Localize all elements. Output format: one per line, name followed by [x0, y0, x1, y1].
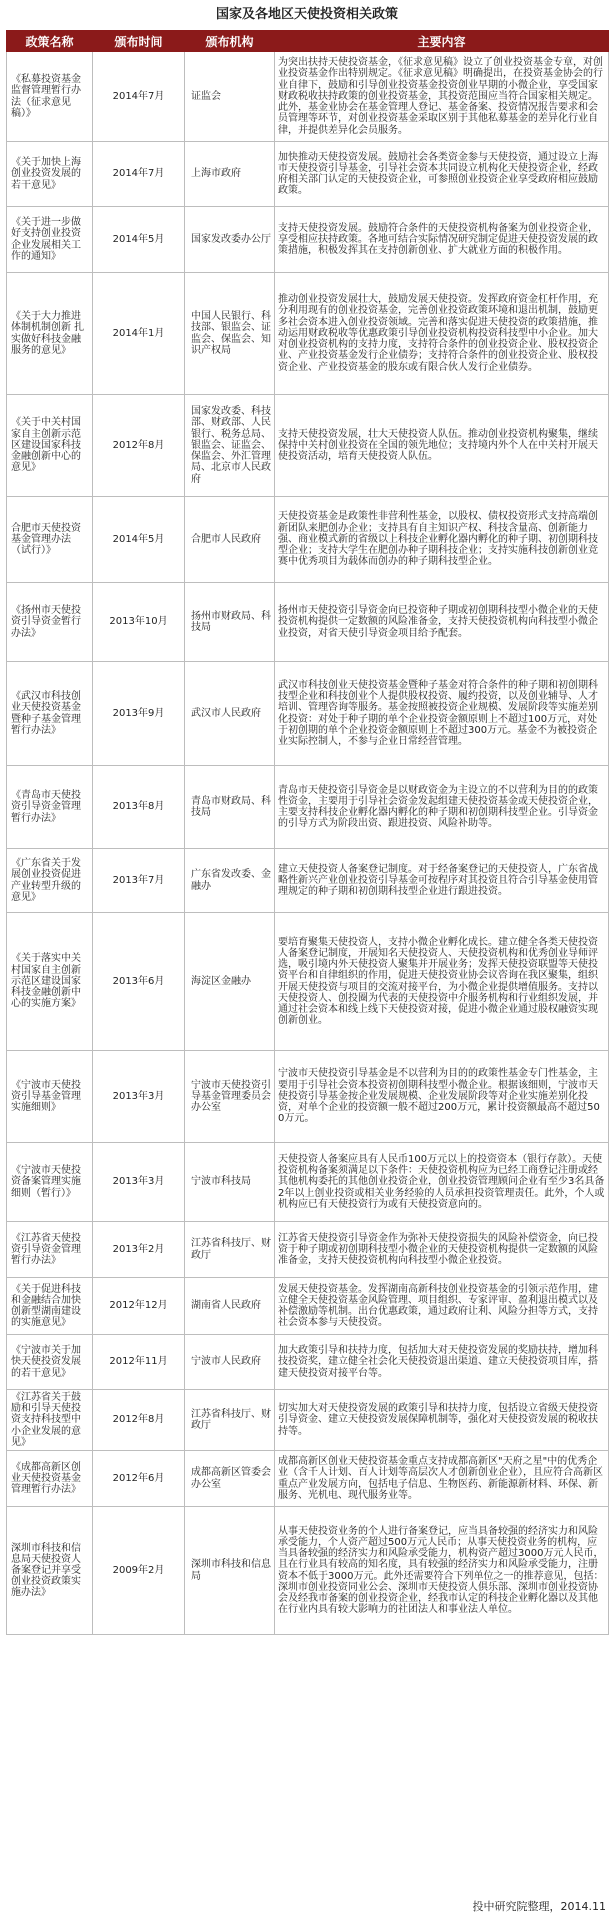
- table-row: [7, 766, 609, 849]
- main-content-cell: 加大政策引导和扶持力度，包括加大对天使投资发展的奖励扶持，增加科技投资奖，建立健全社会化天使投资退出渠道、建立天使投资项目库，搭建天使投资对接平台等。: [275, 1335, 609, 1390]
- policy-name-cell: 合肥市天使投资基金管理办法（试行）》: [7, 497, 93, 583]
- issuing-org-cell: 证监会: [185, 52, 275, 142]
- issue-date-cell: 2013年7月: [93, 849, 185, 913]
- policy-name-cell: 《宁波市天使投资引导基金管理实施细则》: [7, 1051, 93, 1143]
- main-content-cell: 发展天使投资基金。发挥湖南高新科技创业投资基金的引领示范作用，建立健全天使投资基金风险管理、项目组织、专家评审、盈利退出模式以及补偿激励等机制。出台优惠政策，通过政府让利、风险分担等方式，支持社会资本参与天使投资。: [275, 1278, 609, 1335]
- policy-name-cell: 《关于落实中关村国家自主创新示范区建设国家科技金融创新中心的实施方案》: [7, 913, 93, 1051]
- column-header-content: 主要内容: [275, 31, 609, 52]
- main-content-cell: 支持天使投资发展，壮大天使投资人队伍。推动创业投资机构聚集，继续保持中关村创业投资在全国的领先地位；支持境内外个人在中关村开展天使投资活动，培育天使投资人队伍。: [275, 395, 609, 497]
- policy-name-cell: 《私募投资基金监督管理暂行办法（征求意见稿）》: [7, 52, 93, 142]
- issue-date-cell: 2012年12月: [93, 1278, 185, 1335]
- issuing-org-cell: 扬州市财政局、科技局: [185, 583, 275, 662]
- issuing-org-cell: 武汉市人民政府: [185, 662, 275, 766]
- issue-date-cell: 2014年5月: [93, 207, 185, 273]
- table-row: [7, 273, 609, 395]
- issue-date-cell: 2014年5月: [93, 497, 185, 583]
- table-row: [7, 849, 609, 913]
- table-row: [7, 1278, 609, 1335]
- main-content-cell: 成都高新区创业天使投资基金重点支持成都高新区"天府之星"中的优秀企业（含千人计划、百人计划等高层次人才创新创业企业），且应符合高新区重点产业发展方向，包括电子信息、生物医药、新能源新材料、环保、新服务、光机电、现代服务业等。: [275, 1451, 609, 1507]
- issuing-org-cell: 宁波市人民政府: [185, 1335, 275, 1390]
- issuing-org-cell: 成都高新区管委会办公室: [185, 1451, 275, 1507]
- issuing-org-cell: 国家发改委办公厅: [185, 207, 275, 273]
- main-content-cell: 天使投资基金是政策性非营利性基金，以股权、债权投资形式支持高端创新团队来肥创办企业；支持具有自主知识产权、科技含量高、创新能力强、商业模式新的省级以上科技企业孵化器内孵化的种子期、初创期科技型企业；支持大学生在肥创办种子期科技企业；支持实施科技创新创业竞赛中优秀项目为载体而创办的种子期科技型企业。: [275, 497, 609, 583]
- table-row: [7, 913, 609, 1051]
- column-header-date: 颁布时间: [93, 31, 185, 52]
- main-content-cell: 江苏省天使投资引导资金作为弥补天使投资损失的风险补偿资金，向已投资于种子期或初创期科技型小微企业的天使投资机构提供一定数额的风险准备金，支持天使投资机构向科技型小微企业投资。: [275, 1222, 609, 1278]
- table-row: [7, 583, 609, 662]
- main-content-cell: 建立天使投资人备案登记制度。对于经备案登记的天使投资人，广东省战略性新兴产业创业投资引导基金可按程序对其投资且符合引导基金使用管理规定的种子期和初创期科技型企业进行跟进投资。: [275, 849, 609, 913]
- table-row: [7, 52, 609, 142]
- table-row: [7, 1507, 609, 1635]
- main-content-cell: 要培育聚集天使投资人，支持小微企业孵化成长。建立健全各类天使投资人备案登记制度，开展知名天使投资人、天使投资机构和优秀创业导师评选，吸引境内外天使投资人聚集并开展业务；发挥天使投资联盟等天使投资平台和自律组织的作用，促进天使投资业协会议咨询在我区聚集，组织开展天使投资与项目的交流对接平台，为小微企业提供增值服务。支持以天使投资人、创投圈为代表的天使投资中介服务机构和行业组织发展，并通过社会资本和线上线下天使投资对接，促进小微企业通过股权融资实现创新创业。: [275, 913, 609, 1051]
- issue-date-cell: 2013年10月: [93, 583, 185, 662]
- policy-name-cell: 《宁波市关于加快天使投资发展的若干意见》: [7, 1335, 93, 1390]
- issue-date-cell: 2012年8月: [93, 395, 185, 497]
- main-content-cell: 扬州市天使投资引导资金向已投资种子期或初创期科技型小微企业的天使投资机构提供一定数额的风险准备金，支持天使投资机构向科技型小微企业投资，对省天使引导资金项目给予配套。: [275, 583, 609, 662]
- table-row: [7, 1051, 609, 1143]
- issue-date-cell: 2013年6月: [93, 913, 185, 1051]
- issuing-org-cell: 上海市政府: [185, 142, 275, 207]
- main-content-cell: 从事天使投资业务的个人进行备案登记，应当具备较强的经济实力和风险承受能力，个人资产超过500万元人民币；从事天使投资业务的机构，应当具备较强的经济实力和风险承受能力，机构资产超过3000万元人民币，且在行业具有较高的知名度，具有较强的经济实力和风险承受能力，注册资本不低于3000万元。此外还需要符合下列单位之一的推荐意见，包括：深圳市创业投资同业公会、深圳市天使投资人俱乐部、深圳市创业投资协会及经我市备案的创业投资企业，经我市认定的科技企业孵化器以及其他在行业内具有较大影响力的社团法人和事业法人单位。: [275, 1507, 609, 1635]
- policy-name-cell: 《关于大力推进体制机制创新 扎实做好科技金融服务的意见》: [7, 273, 93, 395]
- policy-name-cell: 《成都高新区创业天使投资基金管理暂行办法》: [7, 1451, 93, 1507]
- main-content-cell: 推动创业投资发展壮大，鼓励发展天使投资。发挥政府资金杠杆作用，充分利用现有的创业投资基金，完善创业投资政策环境和退出机制，鼓励更多社会资本进入创业投资领域。完善和落实促进天使投资的政策措施，推动运用财政税收等优惠政策引导创业投资机构投资科技型中小企业。加大对创业投资机构的支持力度，支持符合条件的创业投资企业、股权投资企业、产业投资基金发行企业债券；支持符合条件的创业投资企业、股权投资企业、产业投资基金的股东或有限合伙人发行企业债券。: [275, 273, 609, 395]
- policy-name-cell: 《关于促进科技和金融结合加快创新型湖南建设的实施意见》: [7, 1278, 93, 1335]
- issuing-org-cell: 国家发改委、科技部、财政部、人民银行、税务总局、银监会、证监会、保监会、外汇管理局、北京市人民政府: [185, 395, 275, 497]
- policy-name-cell: 《宁波市天使投资备案管理实施细则（暂行）》: [7, 1143, 93, 1222]
- issue-date-cell: 2012年6月: [93, 1451, 185, 1507]
- policy-name-cell: 《青岛市天使投资引导资金管理暂行办法》: [7, 766, 93, 849]
- main-content-cell: 武汉市科技创业天使投资基金暨种子基金对符合条件的种子期和初创期科技型企业和科技创业个人提供股权投资、履约投资，以及创业辅导、人才培训、管理咨询等服务。基金按照被投资企业规模、发展阶段等实施差别化投资：对处于种子期的单个企业投资金额原则上不超过100万元，对处于初创期的单个企业投资金额原则上不超过300万元。基金不为被投资企业实际控制人，不参与企业日常经营管理。: [275, 662, 609, 766]
- table-row: [7, 662, 609, 766]
- main-content-cell: 加快推动天使投资发展。鼓励社会各类资金参与天使投资，通过设立上海市天使投资引导基金，引导社会资本共同设立机构化天使投资企业，经政府相关部门认定的天使投资企业，可参照创业投资企业享受政府相应鼓励政策。: [275, 142, 609, 207]
- policy-name-cell: 《扬州市天使投资引导资金暂行办法》: [7, 583, 93, 662]
- issuing-org-cell: 江苏省科技厅、财政厅: [185, 1222, 275, 1278]
- table-row: [7, 1390, 609, 1451]
- policy-name-cell: 《关于中关村国家自主创新示范区建设国家科技金融创新中心的意见》: [7, 395, 93, 497]
- issue-date-cell: 2013年3月: [93, 1143, 185, 1222]
- issue-date-cell: 2014年7月: [93, 142, 185, 207]
- table-row: [7, 142, 609, 207]
- main-content-cell: 天使投资人备案应具有人民币100万元以上的投资资本（银行存款）。天使投资机构备案须满足以下条件：天使投资机构应为已经工商登记注册或经其他机构委托的其他创业投资企业，创业投资管理顾问企业有至少3名具备2年以上创业投资或相关业务经验的人员承担投资管理责任。此外，个人或机构应已有天使投资行为或有天使投资意向的。: [275, 1143, 609, 1222]
- policy-name-cell: 《江苏省关于鼓励和引导天使投资支持科技型中小企业发展的意见》: [7, 1390, 93, 1451]
- issue-date-cell: 2013年3月: [93, 1051, 185, 1143]
- issue-date-cell: 2012年11月: [93, 1335, 185, 1390]
- issuing-org-cell: 江苏省科技厅、财政厅: [185, 1390, 275, 1451]
- table-row: [7, 1222, 609, 1278]
- table-row: [7, 395, 609, 497]
- page-title: 国家及各地区天使投资相关政策: [215, 7, 398, 22]
- issuing-org-cell: 合肥市人民政府: [185, 497, 275, 583]
- issue-date-cell: 2013年8月: [93, 766, 185, 849]
- issue-date-cell: 2014年7月: [93, 52, 185, 142]
- column-header-org: 颁布机构: [185, 31, 275, 52]
- policy-name-cell: 《关于进一步做好支持创业投资企业发展相关工作的通知》: [7, 207, 93, 273]
- table-row: [7, 1451, 609, 1507]
- column-header-name: 政策名称: [7, 31, 93, 52]
- policy-table: [6, 30, 609, 1635]
- table-header-row: [7, 31, 609, 52]
- policy-name-cell: 《广东省关于发展创业投资促进产业转型升级的意见》: [7, 849, 93, 913]
- table-row: [7, 497, 609, 583]
- issuing-org-cell: 中国人民银行、科技部、银监会、证监会、保监会、知识产权局: [185, 273, 275, 395]
- policy-name-cell: 《江苏省天使投资引导资金管理暂行办法》: [7, 1222, 93, 1278]
- issue-date-cell: 2013年9月: [93, 662, 185, 766]
- main-content-cell: 青岛市天使投资引导资金是以财政资金为主设立的不以营利为目的的政策性资金，主要用于引导社会资金发起组建天使投资基金或天使投资企业，主要支持科技企业孵化器内孵化的种子期和初创期科技型企业。引导资金的引导方式为阶段出资、跟进投资、风险补助等。: [275, 766, 609, 849]
- issue-date-cell: 2013年2月: [93, 1222, 185, 1278]
- issue-date-cell: 2014年1月: [93, 273, 185, 395]
- issuing-org-cell: 青岛市财政局、科技局: [185, 766, 275, 849]
- table-row: [7, 1143, 609, 1222]
- issuing-org-cell: 深圳市科技和信息局: [185, 1507, 275, 1635]
- issue-date-cell: 2009年2月: [93, 1507, 185, 1635]
- policy-name-cell: 《关于加快上海创业投资发展的若干意见》: [7, 142, 93, 207]
- issuing-org-cell: 湖南省人民政府: [185, 1278, 275, 1335]
- main-content-cell: 为突出扶持天使投资基金，《征求意见稿》设立了创业投资基金专章，对创业投资基金作出特别规定。《征求意见稿》明确提出，在投资基金协会的行业自律下，鼓励和引导创业投资基金投资创业早期的小微企业，享受国家财政税收扶持政策的创业投资基金，其投资范围应当符合国家相关规定。此外，基金业协会在基金管理人登记、基金备案、投资情况报告要求和会员管理等环节，对创业投资基金采取区别于其他私募基金的差异化行业自律，并提供差异化会员服务。: [275, 52, 609, 142]
- main-content-cell: 支持天使投资发展。鼓励符合条件的天使投资机构备案为创业投资企业，享受相应扶持政策。各地可结合实际情况研究制定促进天使投资发展的政策措施，积极发挥其在支持创新创业、扩大就业方面的积极作用。: [275, 207, 609, 273]
- issuing-org-cell: 海淀区金融办: [185, 913, 275, 1051]
- source-footer: 投中研究院整理，2014.11: [472, 1900, 606, 1913]
- policy-name-cell: 深圳市科技和信息局天使投资人备案登记并享受创业投资政策实施办法》: [7, 1507, 93, 1635]
- table-row: [7, 1335, 609, 1390]
- issue-date-cell: 2012年8月: [93, 1390, 185, 1451]
- issuing-org-cell: 宁波市天使投资引导基金管理委员会办公室: [185, 1051, 275, 1143]
- issuing-org-cell: 广东省发改委、金融办: [185, 849, 275, 913]
- main-content-cell: 宁波市天使投资引导基金是不以营利为目的的政策性基金专门性基金，主要用于引导社会资本投资初创期科技型小微企业。根据该细则，宁波市天使投资引导基金按企业发展规模、企业发展阶段等对企业实施差别化投资，对单个企业的投资额一般不超过200万元，累计投资额最高不超过500万元。: [275, 1051, 609, 1143]
- policy-name-cell: 《武汉市科技创业天使投资基金暨种子基金管理暂行办法》: [7, 662, 93, 766]
- table-row: [7, 207, 609, 273]
- issuing-org-cell: 宁波市科技局: [185, 1143, 275, 1222]
- main-content-cell: 切实加大对天使投资发展的政策引导和扶持力度，包括设立省级天使投资引导资金、建立天使投资发展保障机制等，强化对天使投资发展的税收扶持等。: [275, 1390, 609, 1451]
